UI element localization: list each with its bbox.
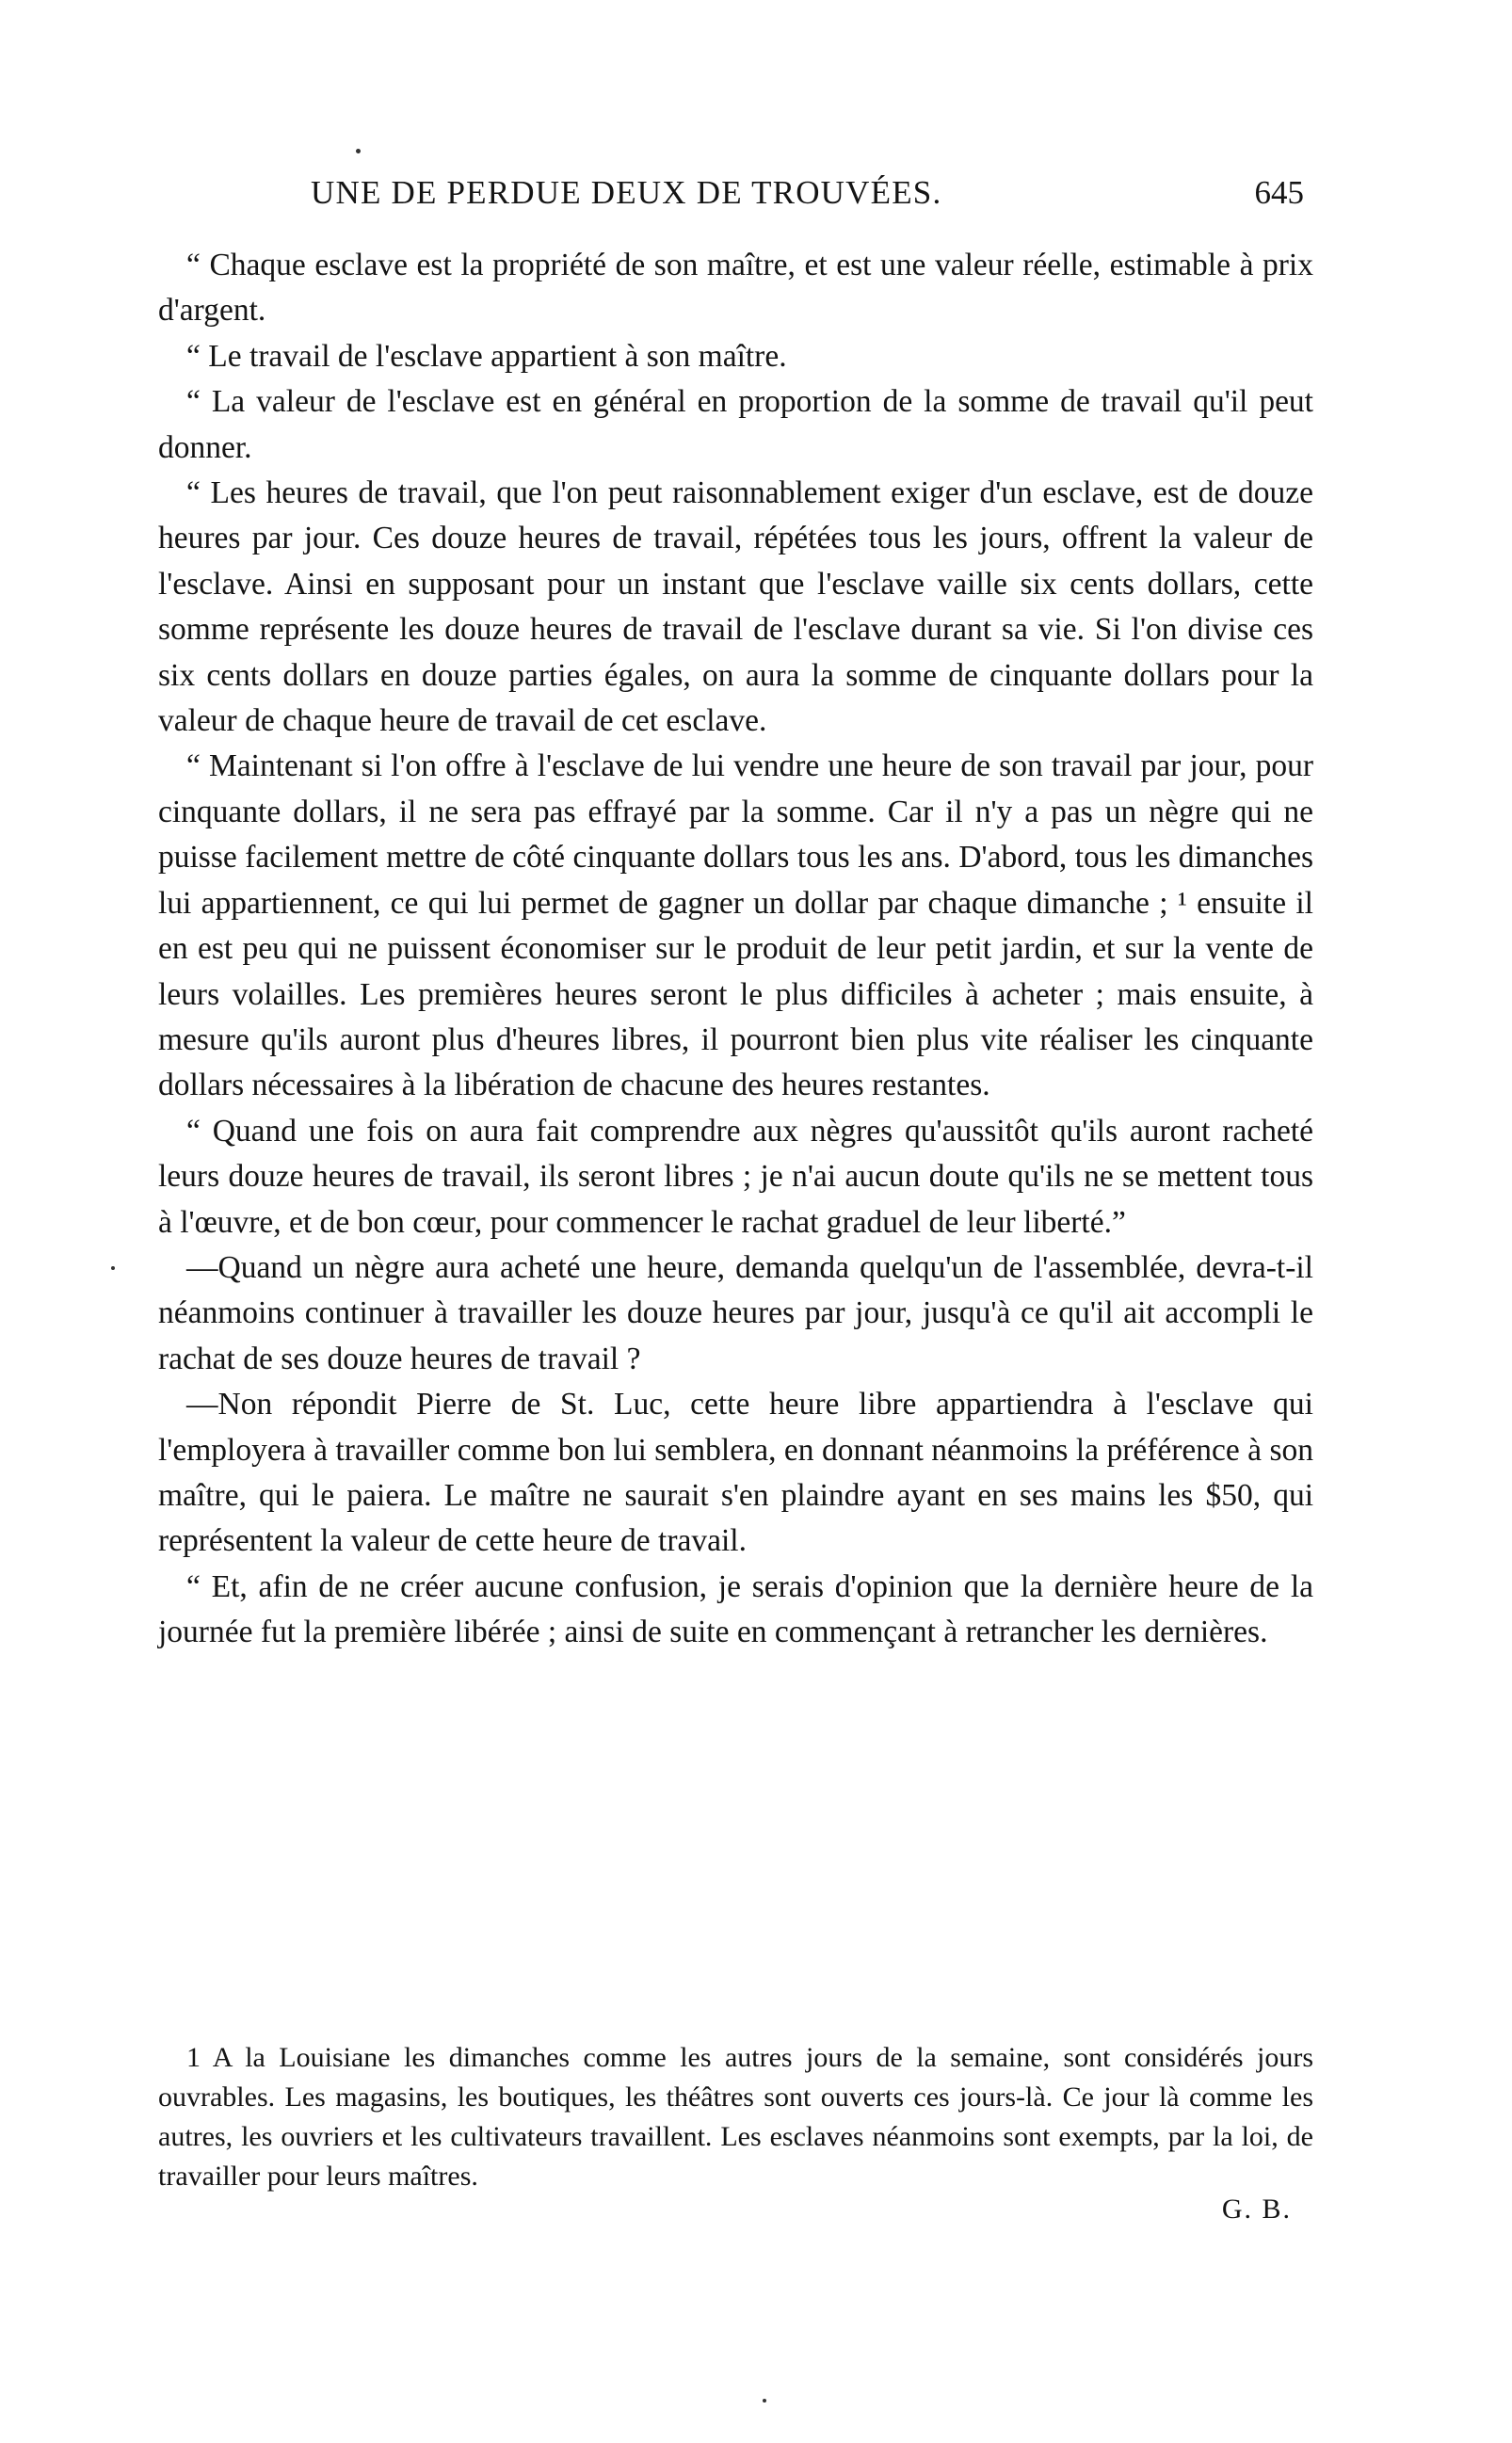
paragraph: “ Chaque esclave est la propriété de son maître, et est une valeur réelle, estimable à prix d'argent. [158,248,1313,329]
body-text [158,243,1313,1656]
paragraph: “ Les heures de travail, que l'on peut raisonnablement exiger d'un esclave, est de douze heures par jour. Ces douze heures de travail, répétées tous les jours, offrent la valeur de l'esclave. Ainsi en supposant pour un instant que l'esclave vaille six cents dollars, cette somme représente les douze heures de travail de l'esclave durant sa vie. Si l'on divise ces six cents dollars en douze parties égales, on aura la somme de cinquante dollars pour la valeur de chaque heure de travail de cet esclave. [158,475,1313,739]
paragraph: —Quand un nègre aura acheté une heure, demanda quelqu'un de l'assemblée, devra-t-il néanmoins continuer à travailler les douze heures par jour, jusqu'à ce qu'il ait accompli le rachat de ses douze heures de travail ? [158,1249,1313,1376]
paragraph: —Non répondit Pierre de St. Luc, cette heure libre appartiendra à l'esclave qui l'employera à travailler comme bon lui semblera, en donnant néanmoins la préférence à son maître, qui le paiera. Le maître ne saurait s'en plaindre ayant en ses mains les $50, qui représentent la valeur de cette heure de travail. [158,1387,1313,1559]
paragraph: “ La valeur de l'esclave est en général en proportion de la somme de travail qu'il peut donner. [158,384,1313,465]
print-speck [356,149,361,153]
footnote [158,2038,1313,2196]
paragraph: “ Et, afin de ne créer aucune confusion, je serais d'opinion que la dernière heure de la journée fut la première libérée ; ainsi de suite en commençant à retrancher les dernières. [158,1568,1313,1650]
page-number: 645 [1254,174,1304,211]
print-speck [763,2399,766,2403]
paragraph: “ Le travail de l'esclave appartient à son maître. [186,338,787,374]
running-title: UNE DE PERDUE DEUX DE TROUVÉES. [311,174,942,211]
footnote-signature: G. B. [1221,2194,1292,2225]
paragraph: “ Quand une fois on aura fait comprendre aux nègres qu'aussitôt qu'ils auront racheté leurs douze heures de travail, ils seront libres ; je n'ai aucun doute qu'ils ne se mettent tous à l'œuvre, et de bon cœur, pour commencer le rachat graduel de leur liberté.” [158,1113,1313,1240]
page-header [311,174,1304,221]
paragraph: “ Maintenant si l'on offre à l'esclave de lui vendre une heure de son travail par jour, pour cinquante dollars, il ne sera pas effrayé par la somme. Car il n'y a pas un nègre qui ne puisse facilement mettre de côté cinquante dollars tous les ans. D'abord, tous les dimanches lui appartiennent, ce qui lui permet de gagner un dollar par chaque dimanche ; ¹ ensuite il en est peu qui ne puissent économiser sur le produit de leur petit jardin, et sur la vente de leurs volailles. Les premières heures seront le plus difficiles à acheter ; mais ensuite, à mesure qu'ils auront plus d'heures libres, il pourront bien plus vite réaliser les cinquante dollars nécessaires à la libération de chacune des heures restantes. [158,748,1313,1103]
print-speck [111,1266,115,1270]
footnote-text: 1 A la Louisiane les dimanches comme les autres jours de la semaine, sont considérés jours ouvrables. Les magasins, les boutiques, les théâtres sont ouverts ces jours-là. Ce jour là comme les autres, les ouvriers et les cultivateurs travaillent. Les esclaves néanmoins sont exempts, par la loi, de travailler pour leurs maîtres. [158,2042,1313,2192]
